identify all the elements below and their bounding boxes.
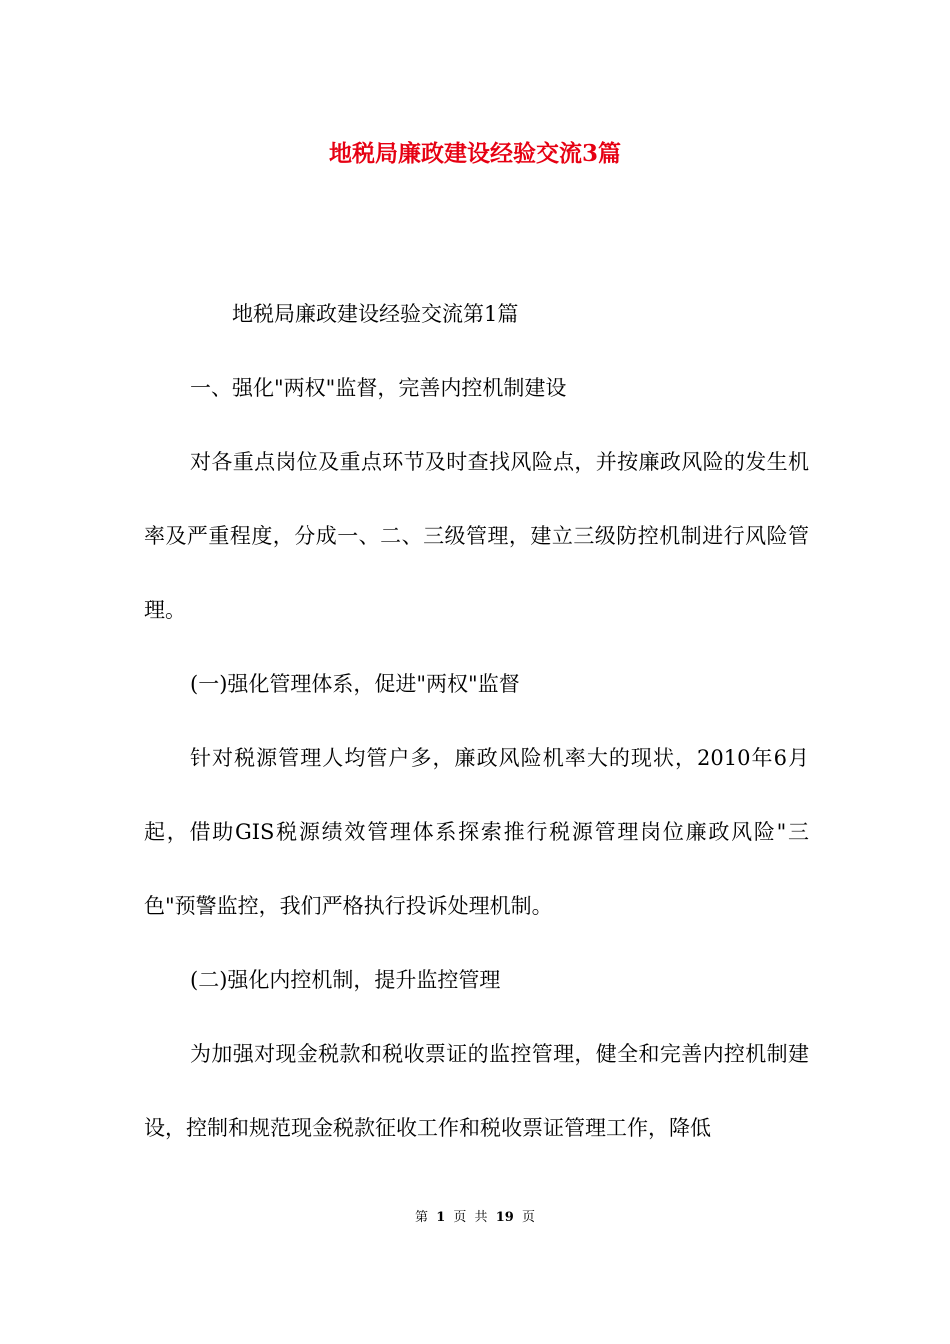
footer-label-gong: 共 bbox=[474, 1210, 488, 1225]
subsection-heading: (二)强化内控机制，提升监控管理 bbox=[190, 968, 501, 992]
footer-label-di: 第 bbox=[415, 1210, 429, 1225]
footer-label-ye: 页 bbox=[453, 1210, 467, 1225]
total-pages-number: 19 bbox=[495, 1210, 514, 1225]
footer-label-ye2: 页 bbox=[521, 1210, 535, 1225]
page-footer bbox=[0, 1208, 950, 1228]
document-title: 地税局廉政建设经验交流3篇 bbox=[328, 140, 621, 167]
subsection-heading: (一)强化管理体系，促进"两权"监督 bbox=[190, 672, 520, 696]
document-body bbox=[144, 277, 809, 1165]
paragraph: 针对税源管理人均管户多，廉政风险机率大的现状，2010年6月起，借助GIS税源绩效管理体系探索推行税源管理岗位廉政风险"三色"预警监控，我们严格执行投诉处理机制。 bbox=[144, 746, 809, 918]
current-page-number: 1 bbox=[436, 1210, 446, 1225]
paragraph: 为加强对现金税款和税收票证的监控管理，健全和完善内控机制建设，控制和规范现金税款征收工作和税收票证管理工作，降低 bbox=[144, 1042, 809, 1140]
subsection-heading: 一、强化"两权"监督，完善内控机制建设 bbox=[190, 376, 567, 400]
paragraph: 对各重点岗位及重点环节及时查找风险点，并按廉政风险的发生机率及严重程度，分成一、二、三级管理，建立三级防控机制进行风险管理。 bbox=[144, 450, 809, 622]
section-heading: 地税局廉政建设经验交流第1篇 bbox=[232, 302, 519, 326]
